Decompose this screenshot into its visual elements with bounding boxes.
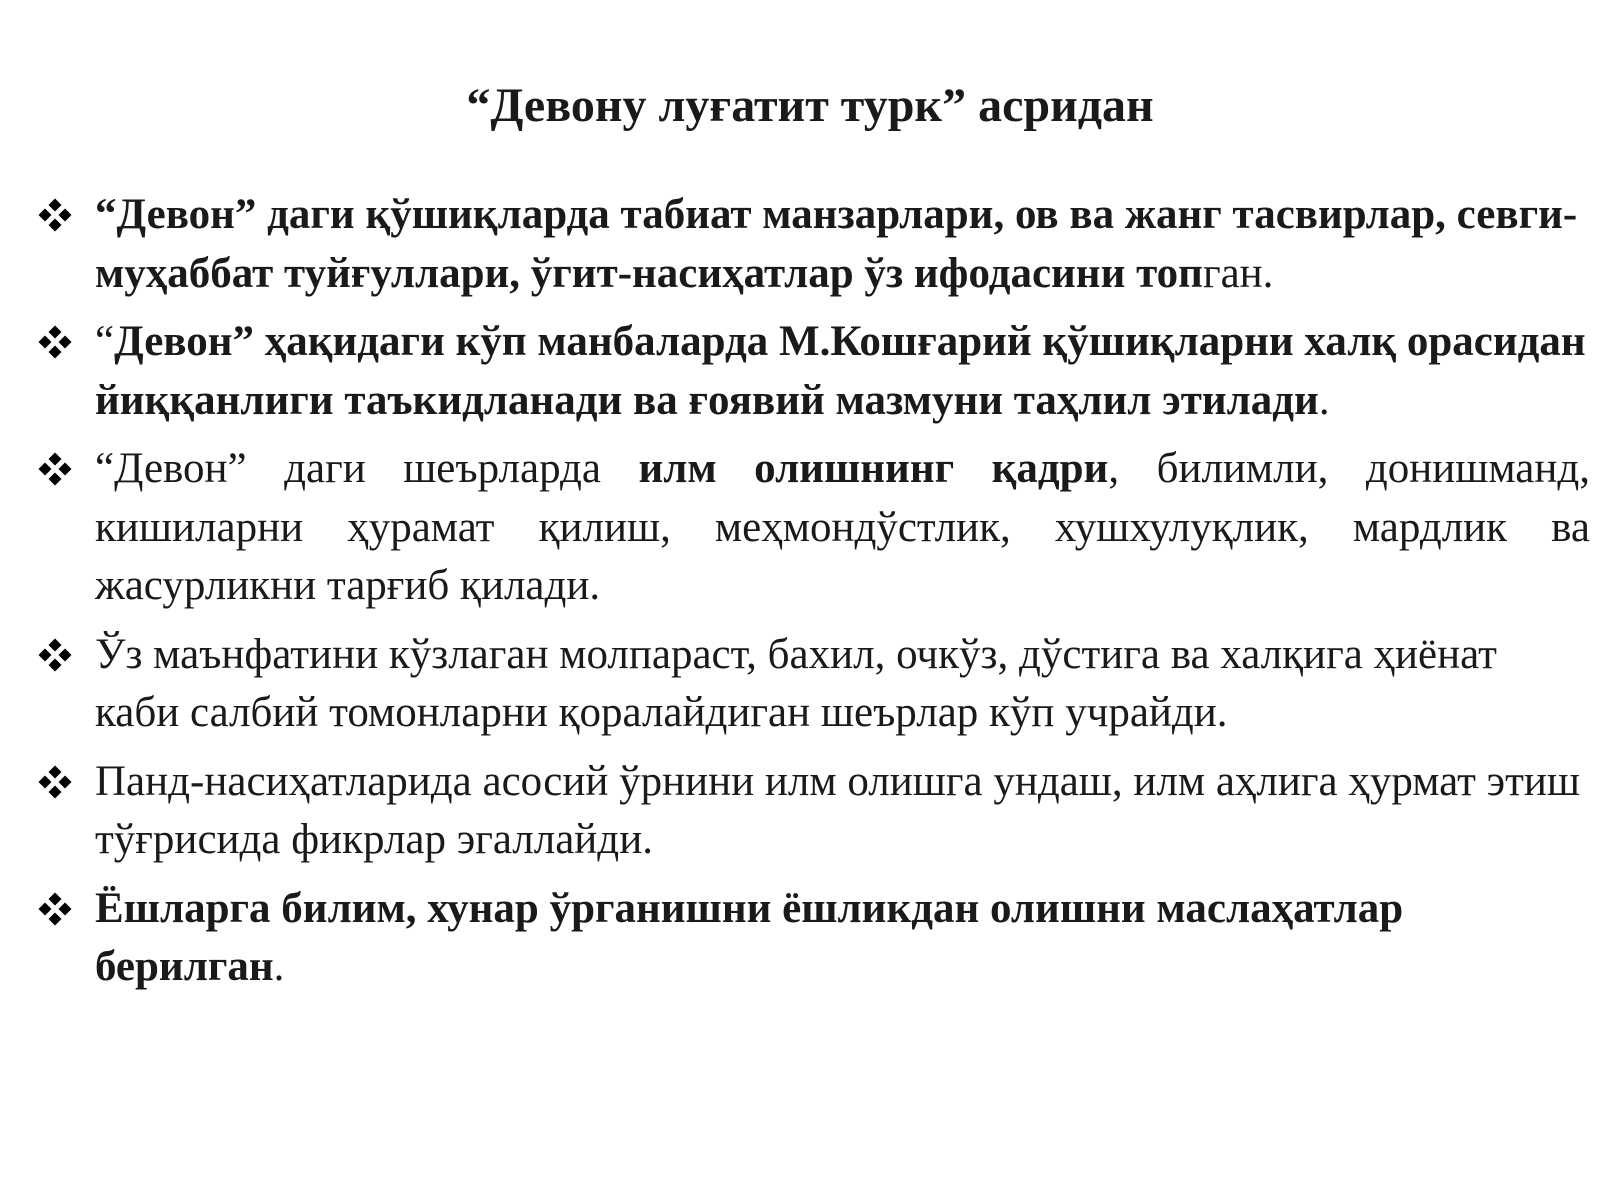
bold-text: Ёшларга билим, хунар ўрганишни ёшликдан олишни маслаҳатлар берилган [95,884,1404,990]
slide-title: “Девону луғатит турк” асридан [466,79,1154,132]
list-item-text [95,885,1403,991]
list-item-text [95,758,1580,864]
four-diamond-bullet-icon [38,452,72,486]
four-diamond-bullet-icon [38,198,72,232]
list-item-text [95,445,1590,609]
list-item [38,626,1590,743]
plain-text: Ўз маънфатини кўзлаган молпараст, бахил, очкўз, дўстига ва халқига ҳиёнат каби салбий томонларни қоралайдиган шеърлар кўп учрайди. [95,630,1497,736]
bold-text: Девон” ҳақидаги кўп манбаларда М.Кошғарий қўшиқларни халқ орасидан йиққанлиги таъкидланади ва ғоявий мазмуни таҳлил этилади [95,318,1586,424]
plain-text: ган. [1202,249,1274,297]
plain-text: . [1318,376,1330,424]
list-item-text [95,191,1577,297]
list-item [38,880,1590,997]
list-item [38,440,1590,616]
plain-text: . [273,943,285,990]
plain-text: “Девон” даги шеърларда [95,445,639,492]
plain-text: Панд-насиҳатларида асосий ўрнини илм олишга ундаш, илм аҳлига ҳурмат этиш тўғрисида фикрлар эгаллайди. [95,757,1581,863]
four-diamond-bullet-icon [38,325,72,359]
plain-text: “ [95,318,115,365]
bullet-list [38,186,1590,1007]
four-diamond-bullet-icon [38,892,72,926]
bold-text: “Девон” даги қўшиқларда табиат манзарлари, ов ва жанг тасвирлар, севги-муҳаббат туйғуллари, ўгит-насиҳатлар ўз ифодасини топ [95,191,1578,297]
bold-text: илм олишнинг қадри [638,445,1109,492]
list-item [38,313,1590,430]
list-item [38,186,1590,303]
list-item-text [95,631,1497,737]
plain-text: , билимли, донишманд, кишиларни ҳурамат қилиш, меҳмондўстлик, хушхулуқлик, мардлик ва жасурликни тарғиб қилади. [95,445,1590,609]
four-diamond-bullet-icon [38,638,72,672]
list-item [38,753,1590,870]
four-diamond-bullet-icon [38,765,72,799]
list-item-text [95,318,1586,424]
